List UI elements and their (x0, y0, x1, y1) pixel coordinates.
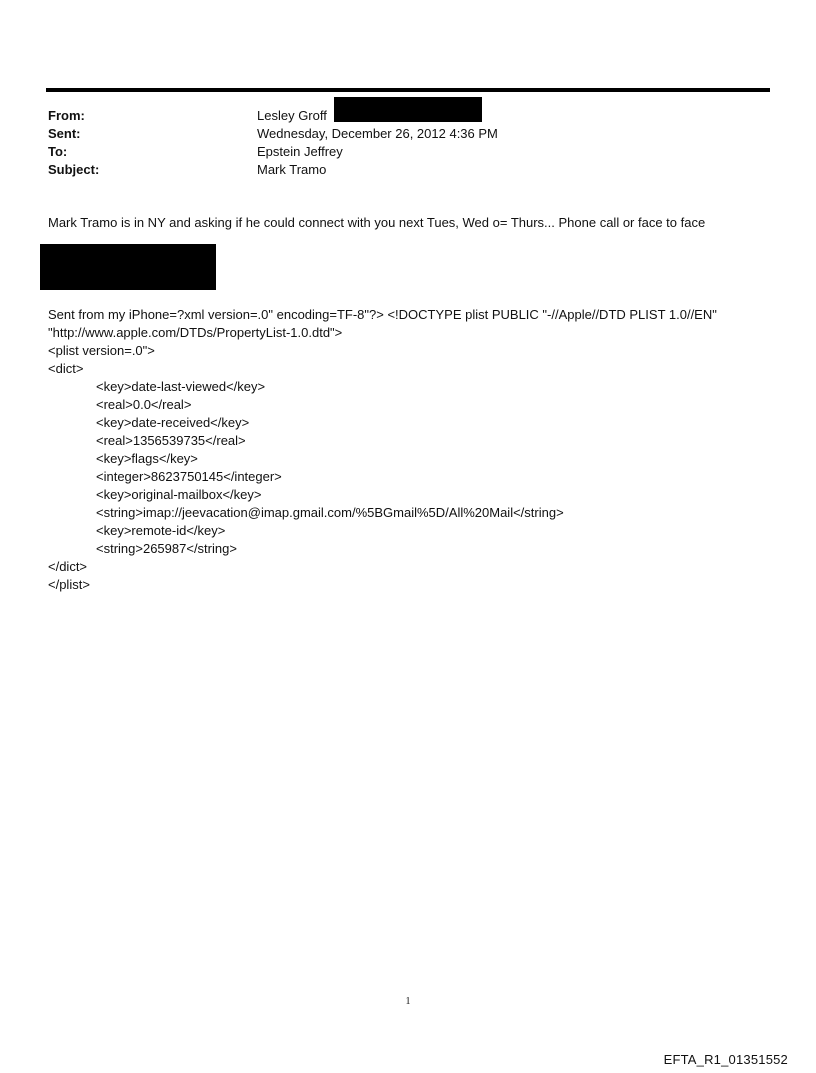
plist-line: <key>remote-id</key> (96, 523, 226, 538)
plist-line: <key>date-received</key> (96, 415, 250, 430)
plist-line: <key>date-last-viewed</key> (96, 379, 266, 394)
from-value: Lesley Groff (257, 108, 327, 123)
sent-value: Wednesday, December 26, 2012 4:36 PM (257, 126, 498, 141)
sent-label: Sent: (48, 126, 81, 141)
from-label: From: (48, 108, 85, 123)
to-label: To: (48, 144, 68, 159)
subject-row (48, 161, 748, 179)
plist-line: <string>265987</string> (96, 541, 237, 556)
plist-line: Sent from my iPhone=?xml version=.0" encoding=TF-8"?> <!DOCTYPE plist PUBLIC "-//Apple//DTD PLIST 1.0//EN" (48, 307, 717, 322)
message-body: Mark Tramo is in NY and asking if he could connect with you next Tues, Wed o= Thurs... Phone call or face to face (48, 215, 706, 230)
plist-line: <string>imap://jeevacation@imap.gmail.com/%5BGmail%5D/All%20Mail</string> (96, 505, 564, 520)
plist-line: "http://www.apple.com/DTDs/PropertyList-1.0.dtd"> (48, 325, 343, 340)
plist-line: </plist> (48, 577, 90, 592)
to-row (48, 143, 748, 161)
sent-row (48, 125, 748, 143)
plist-block (48, 306, 717, 594)
subject-value: Mark Tramo (257, 162, 327, 177)
bates-number: EFTA_R1_01351552 (663, 1052, 788, 1067)
plist-line: <key>original-mailbox</key> (96, 487, 262, 502)
plist-line: </dict> (48, 559, 88, 574)
redaction-box-signature (40, 244, 216, 290)
plist-line: <plist version=.0"> (48, 343, 155, 358)
plist-line: <real>0.0</real> (96, 397, 192, 412)
plist-line: <key>flags</key> (96, 451, 198, 466)
page-number: 1 (405, 996, 411, 1007)
header-divider (46, 88, 770, 92)
subject-label: Subject: (48, 162, 100, 177)
plist-line: <dict> (48, 361, 84, 376)
plist-line: <real>1356539735</real> (96, 433, 246, 448)
to-value: Epstein Jeffrey (257, 144, 343, 159)
redaction-box-sender-email (334, 97, 482, 122)
plist-line: <integer>8623750145</integer> (96, 469, 282, 484)
